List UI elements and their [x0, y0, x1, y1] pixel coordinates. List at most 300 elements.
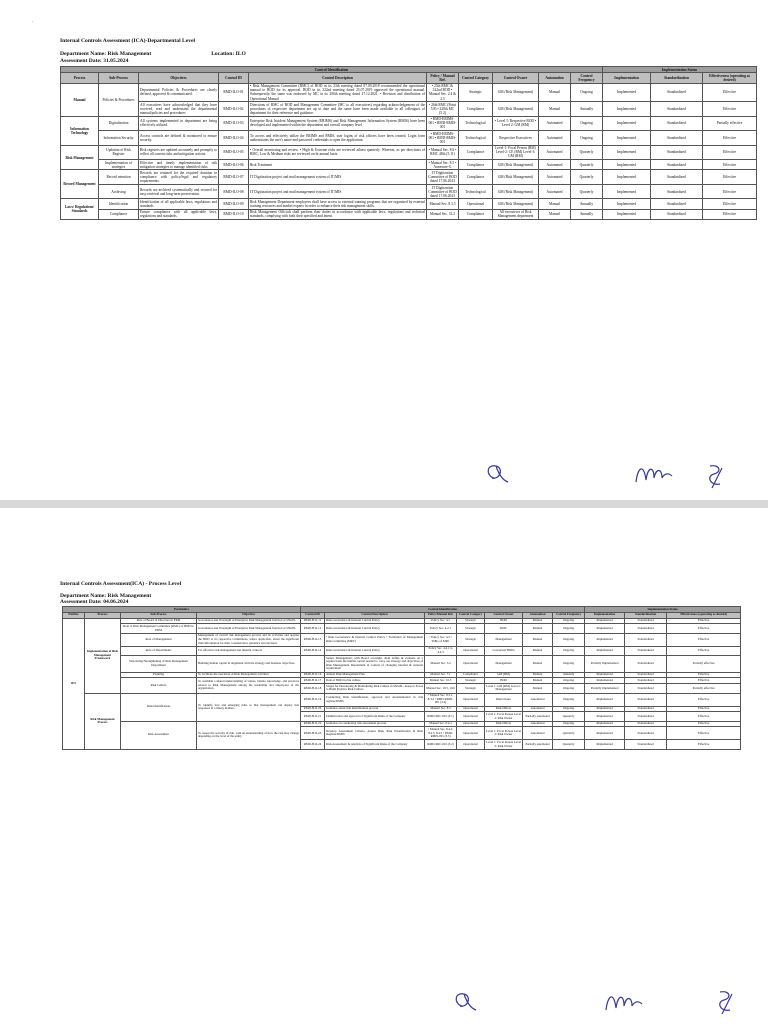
cat-cell: Strategic [457, 633, 485, 646]
obj-cell: Departmental Policies & Procedures are clearly defined, approved & communicated. [139, 83, 219, 102]
page2-date: Assessment Date: 04.06.2024 [60, 599, 129, 605]
table-row [63, 633, 741, 646]
cat-cell: Strategic [457, 624, 485, 633]
freq-cell: Ongoing [553, 684, 585, 693]
desc-cell: Risk Management Department employees shall have access to external training programs that are organized by external training resources and market experts in order to enhance their risk management skills. [250, 200, 425, 209]
ref-cell: • Manual Sec. 8.3.1, 8.3.4 • RMD-RMIS-001 (3.4) [425, 693, 457, 706]
ref-cell: Manual Sec. 8.4.1 [425, 721, 457, 727]
std-cell: Standardized [625, 693, 667, 706]
auto-cell: Automated [539, 131, 571, 145]
freq-cell: Ongoing [571, 131, 603, 145]
sub-process-cell: Structuring/Strengthening of Risk Management Department [121, 656, 197, 673]
freq-cell: Ongoing [571, 116, 603, 130]
eff-cell: Effective [703, 170, 757, 184]
cat-cell: Compliance [459, 170, 493, 184]
eff-cell: Effective [703, 209, 757, 219]
ref-cell: Policy Sec. 4.2.1 [425, 624, 457, 633]
cat-cell: Technological [459, 131, 493, 145]
auto-cell: Manual [539, 83, 571, 102]
owner-cell: Management [485, 656, 523, 673]
id-cell: RMD-H.O-11 [301, 618, 325, 624]
column-header: Control ID [219, 73, 249, 83]
column-header: Standardization [651, 73, 703, 83]
impl-cell: Implemented [603, 170, 651, 184]
column-header: Objective [197, 612, 301, 618]
objective-cell: Building human capital in alignment with the strategy and business objectives [197, 656, 301, 673]
owner-cell: Concerned HODs [485, 646, 523, 655]
table-row [63, 693, 741, 706]
ref-cell: • 26th RMC (Point 5.8) • 220th MC (5.2) [427, 102, 459, 116]
owner-cell: Risk Owner [485, 693, 523, 706]
std-cell: Standardized [625, 740, 667, 749]
obj-cell: Ensure compliance with all applicable laws, regulations and standards. [140, 210, 217, 219]
departmental-controls-table [60, 66, 757, 220]
sub-process-cell: Policies & Procedures [99, 83, 139, 116]
signature-2 [600, 984, 644, 1016]
objective-cell: For effective risk management and internal controls [197, 646, 301, 655]
impl-cell: Implemented [585, 721, 625, 727]
std-cell: Standardized [625, 727, 667, 740]
desc-cell: Risk Governance & Internal Control Policy [325, 618, 425, 624]
eff-cell: Effective [667, 721, 741, 727]
cat-cell: Strategic [457, 684, 485, 693]
auto-cell: Manual [539, 102, 571, 116]
desc-cell: Risk Treatment [249, 160, 427, 170]
owner-cell: Risk Officer [485, 721, 523, 727]
column-header: Sub-Process [121, 612, 197, 618]
table-row [61, 131, 757, 145]
impl-cell: Implemented [603, 102, 651, 116]
signature-3 [700, 460, 734, 490]
cat-cell: Operational [459, 199, 493, 209]
id-cell: RMD-ILO-03 [219, 116, 249, 130]
page1-dept-line [60, 51, 246, 58]
cat-cell: Operational [457, 706, 485, 712]
freq-cell: Ongoing [553, 706, 585, 712]
objective-cell: To assess the severity of risk, with an understanding of how the risk may change depending on the level of the entity [197, 721, 301, 749]
page-separator [0, 500, 768, 508]
auto-cell: Automated [539, 160, 571, 170]
auto-cell: Manual [523, 678, 553, 684]
obj-cell: Access controls are defined & monitored to ensure security. [139, 131, 219, 145]
objective-cell: To identify new and emerging risks so that management can deploy risk responses in a timely manner. [197, 693, 301, 721]
sub-process-cell: Risk Assessment [121, 721, 197, 749]
owner-cell: All executives of Risk Management department [493, 209, 539, 219]
sub-process-cell: Risk Culture [121, 678, 197, 693]
dept-label: Department Name: Risk Management [60, 51, 152, 57]
eff-cell: Effective [703, 184, 757, 198]
sub-process-cell: Role of Management [121, 633, 197, 646]
desc-cell: Guidance on conducting risk assessment process [325, 721, 425, 727]
band-particulars: Particulars [63, 607, 301, 613]
owner-cell: Risk Officer [485, 706, 523, 712]
freq-cell: Quarterly [553, 740, 585, 749]
table-row [61, 160, 757, 170]
freq-cell: Annually [553, 672, 585, 678]
auto-cell: Automated [523, 721, 553, 727]
column-header: Standardization [625, 612, 667, 618]
desc-cell: Directions of RMC of BOD and Management Committee (MC to all executives) regarding acknowledgement of the procedures of respective department are up to date and the same have been made available to all colleagues of department for their reference and guidance. [250, 102, 425, 115]
owner-cell: Level 1: Focal Person Level 2: Risk Owner [486, 740, 521, 748]
std-cell: Standardized [625, 721, 667, 727]
desc-cell: Guidance about risk identification process [325, 706, 425, 712]
impl-cell: Implemented [603, 131, 651, 145]
ref-cell: Manual Sec. 10.5, 10.6 [425, 684, 457, 693]
auto-cell: Manual [523, 633, 553, 646]
column-header: Effectiveness (operating as desired) [703, 73, 757, 83]
table-row [61, 83, 757, 102]
freq-cell: Annually [571, 102, 603, 116]
std-cell: Standardized [625, 633, 667, 646]
auto-cell: Manual [539, 199, 571, 209]
owner-cell: BOD [485, 618, 523, 624]
owner-cell: Level 1: Focal Person Level 2: Risk Owner [486, 711, 521, 720]
sub-process-cell: Compliance [99, 209, 139, 219]
column-header: Control Category [457, 612, 485, 618]
owner-cell: GM (Risk Management) [493, 170, 539, 184]
process-cell: Laws/ Regulations/ Standards [61, 199, 99, 220]
obj-cell: Identification of all applicable laws, regulations and standards [140, 200, 217, 209]
obj-cell: Risk registers are updated accurately and promptly to reflect all current risks and mitigation actions. [139, 145, 219, 159]
impl-cell: Implemented [603, 184, 651, 198]
auto-cell: Automated [523, 706, 553, 712]
impl-cell: Implemented [585, 624, 625, 633]
owner-cell: BOD [485, 678, 523, 684]
desc-cell: IT Digitization project and mail management system of IT/MIS [249, 170, 427, 184]
column-header: Objectives [139, 73, 219, 83]
column-header: Policy/Manual Ref. [425, 612, 457, 618]
desc-cell: Risk Governance & Internal Control Policy [325, 646, 425, 655]
desc-cell: Senior Management, with Board oversight, shall define & evaluate on a regular basis the human capital needed to carry out strategy and objectives of Risk Management Department in context of changing internal & external requirement [326, 655, 424, 671]
eff-cell: Effective [703, 160, 757, 170]
cat-cell: Operational [457, 727, 485, 740]
std-cell: Standardized [625, 646, 667, 655]
ref-cell: • Manual Sec. 8.6 • RMC 48th (5.11) [427, 145, 459, 159]
impl-cell: Implemented [603, 116, 651, 130]
cat-cell: Operational [457, 693, 485, 706]
std-cell: Standardized [625, 672, 667, 678]
impl-cell: Implemented [603, 209, 651, 219]
auto-cell: Automated [539, 145, 571, 159]
table-row [61, 170, 757, 184]
column-header: Implementation [603, 73, 651, 83]
auto-cell: Automated [523, 727, 553, 740]
column-header: Control Frequency [571, 73, 603, 83]
cat-cell: Strategic [457, 678, 485, 684]
eff-cell: Effective [667, 678, 741, 684]
page2-title: Internal Controls Assessment(ICA) - Process Level [60, 581, 182, 587]
process-controls-table [62, 606, 741, 750]
column-header: Process [85, 612, 121, 618]
id-cell: RMD-H.O-12 [301, 624, 325, 633]
signature-2 [628, 456, 676, 488]
auto-cell: Manual [523, 656, 553, 673]
impl-cell: Partially Implemented [585, 684, 625, 693]
page2-dept: Department Name: Risk Management [60, 593, 152, 599]
table-row [63, 624, 741, 633]
auto-cell: Manual [523, 672, 553, 678]
table-row [61, 199, 757, 209]
auto-cell: Manual [523, 624, 553, 633]
table-row [61, 209, 757, 219]
obj-cell: Records are archived systematically and secured for easy retrieval and long-term preservation. [139, 184, 219, 198]
eff-cell: Partially effective [667, 684, 741, 693]
ref-cell: IT Digitization Committee of BOD dated 17.06.2023 [428, 185, 457, 198]
sub-process-cell: Role of Board of Directors in ERM [121, 618, 197, 624]
freq-cell: Quarterly [571, 145, 603, 159]
owner-cell: • Level 1: Respective BOD • Level 2: GM (RM) [493, 116, 539, 130]
std-cell: Standardized [625, 618, 667, 624]
std-cell: Standardized [651, 184, 703, 198]
column-header: Implementation [585, 612, 625, 618]
freq-cell: Annually [571, 209, 603, 219]
desc-cell: Develop Assessment Criteria, Assess Risk, Risk Prioritization in Risk Register/RMIS [325, 727, 425, 740]
desc-cell: Identification and approval of Significant Risks of the Company [325, 712, 425, 721]
ref-cell: • 25th RMC & 322nd BOD • Manual Sec. 2.4 & 2.5 [427, 83, 459, 102]
objective-cell: To facilitate the execution of Risk Management activities [197, 672, 301, 678]
id-cell: RMD-H.O-18 [301, 684, 325, 693]
owner-cell: GM (Risk Management) [493, 102, 539, 116]
id-cell: RMD-ILO-06 [219, 160, 249, 170]
id-cell: RMD-ILO-08 [219, 184, 249, 198]
table-header-row [61, 73, 757, 83]
impl-cell: Implemented [585, 672, 625, 678]
cat-cell: Technological [459, 116, 493, 130]
owner-cell: Level-1: Focal Person (RM) Level-2: CE (RM) Level-3: GM (RM) [493, 145, 539, 159]
eff-cell: Effective [667, 633, 741, 646]
cat-cell: Technological [459, 184, 493, 198]
auto-cell: Partially automated [523, 712, 553, 721]
eff-cell: Partially effective [703, 116, 757, 130]
eff-cell: Effective [703, 102, 757, 116]
freq-cell: Ongoing [553, 618, 585, 624]
signature-1 [478, 458, 518, 488]
ref-cell: Policy Sec. 4.4.1 to 4.4.3 [425, 646, 457, 655]
eff-cell: Effective [667, 693, 741, 706]
owner-cell: Level 1: Focal Person Level 2: Risk Owner [485, 727, 523, 740]
eff-cell: Effective [703, 131, 757, 145]
std-cell: Standardized [625, 712, 667, 721]
ref-cell: Manual Sec. 8.3 [425, 706, 457, 712]
table-row [61, 184, 757, 198]
objective-cell: Governance and Oversight of Enterprise Risk Management function at SNGPL [197, 624, 301, 633]
impl-cell: Implemented [585, 646, 625, 655]
objective-cell: To establish a shared understanding of values, beliefs, knowledge, and practices related to Risk Management among the leadership and employees of the organization [197, 678, 301, 693]
impl-cell: Implemented [585, 693, 625, 706]
desc-cell: Enterprise Risk Incident Management System (ERIMS) and Risk Management Information System (RMIS) have been developed and implemented within the department and overall company level. [249, 116, 427, 130]
ref-cell: • Manual Sec. 8.4.2, 8.4.3, 8.4.5 • RMD-RMIS-001 (3.5) [425, 727, 457, 740]
column-header: Entities [63, 612, 85, 618]
owner-cell: GM (Risk Management) [493, 83, 539, 102]
eff-cell: Effective [667, 706, 741, 712]
owner-cell: GM (Risk Management) [493, 160, 539, 170]
sub-process-cell: Digitalization [99, 116, 139, 130]
eff-cell: Effective [667, 618, 741, 624]
freq-cell: Quarterly [553, 727, 585, 740]
ref-cell: Manual Sec. 10.3 [425, 678, 457, 684]
impl-cell: Implemented [603, 145, 651, 159]
std-cell: Standardized [651, 83, 703, 102]
owner-cell: GM (Risk Management) [493, 184, 539, 198]
location-label: Location: ILO [211, 51, 246, 57]
ref-cell: • Policy Sec. 4.3 • TORs of MRC [425, 633, 457, 646]
column-header: Control Description [325, 612, 425, 618]
obj-cell: All executives have acknowledged that they have received, read and understand the departmental manual/policies and procedures [140, 102, 217, 115]
auto-cell: Manual [539, 209, 571, 219]
ref-cell: • Manual Sec. 8.5 • Annexure-G [427, 160, 459, 170]
id-cell: RMD-H.O-17 [301, 678, 325, 684]
id-cell: RMD-ILO-01 [219, 83, 249, 102]
table-row [61, 102, 757, 116]
desc-cell: IT Digitization project and mail management system of IT/MIS [249, 184, 427, 198]
freq-cell: Ongoing [571, 83, 603, 102]
id-cell: RMD-ILO-04 [219, 131, 249, 145]
std-cell: Standardized [625, 678, 667, 684]
std-cell: Standardized [651, 170, 703, 184]
desc-cell: Conducting Risk identification, approval and documentation in risk register/RMIS [325, 693, 425, 706]
column-header: Control Frequency [553, 612, 585, 618]
column-header: Automation [539, 73, 571, 83]
auto-cell: Partially automated [523, 740, 553, 749]
eff-cell: Effective [667, 624, 741, 633]
signature-3 [712, 986, 742, 1016]
page1-date: Assessment Date: 31.05.2024 [60, 58, 129, 64]
cat-cell: Operational [457, 646, 485, 655]
id-cell: RMD-H.O-13 [301, 633, 325, 646]
cat-cell: Operational [457, 740, 485, 749]
auto-cell: Automated [539, 116, 571, 130]
id-cell: RMD-H.O-21 [301, 712, 325, 721]
desc-cell: • Risk Governance & Internal Control Policy • Formation of Management Risk Committee (MRC) [325, 633, 425, 646]
table-row [61, 116, 757, 130]
freq-cell: Ongoing [553, 656, 585, 673]
eff-cell: Effective [703, 199, 757, 209]
eff-cell: Effective [667, 646, 741, 655]
std-cell: Standardized [651, 116, 703, 130]
std-cell: Standardized [625, 624, 667, 633]
impl-cell: Implemented [603, 199, 651, 209]
cat-cell: Operational [457, 656, 485, 673]
owner-cell: Level 1: GM (RM) Level 2: Management [486, 683, 521, 692]
freq-cell: Ongoing [553, 624, 585, 633]
desc-cell: Risk Governance & Internal Control Policy [325, 624, 425, 633]
ref-cell: Manual Sec. 3.4 [425, 656, 457, 673]
obj-cell: Effective and timely implementation of risk mitigation strategies to manage identified risks. [140, 160, 217, 169]
std-cell: Standardized [651, 102, 703, 116]
column-header: Automation [523, 612, 553, 618]
column-header: Effectiveness (operating as desired) [667, 612, 741, 618]
freq-cell: Ongoing [553, 721, 585, 727]
ref-cell: • RMD-ERIMS-001 • RMD-RMIS-001 [427, 116, 459, 130]
owner-cell: Respective Executives [493, 131, 539, 145]
desc-cell: Annual Risk Management Plan [325, 672, 425, 678]
std-cell: Standardized [651, 160, 703, 170]
id-cell: RMD-ILO-02 [219, 102, 249, 116]
ref-cell: • RMD-ERIMS-001 • RMD-RMIS-001 [427, 131, 459, 145]
objective-cell: Governance and Oversight of Enterprise Risk Management function at SNGPL [197, 618, 301, 624]
process-cell: Record Management [61, 170, 99, 199]
std-cell: Standardized [625, 684, 667, 693]
std-cell: Standardized [651, 209, 703, 219]
impl-cell: Implemented [585, 740, 625, 749]
eff-cell: Partially effective [667, 656, 741, 673]
cat-cell: Compliance [459, 160, 493, 170]
ref-cell: RMD-SRC-001 (3.1) [425, 712, 457, 721]
auto-cell: Manual [523, 618, 553, 624]
band-control-identification: Control Identification [301, 607, 585, 613]
impl-cell: Implemented [603, 160, 651, 170]
sub-process-cell: Updation of Risk Register [99, 145, 139, 159]
id-cell: RMD-H.O-24 [301, 740, 325, 749]
sub-process-cell: Risk Identification [121, 693, 197, 721]
band-implementation-status: Implementation Status [585, 607, 741, 613]
column-header: Control Description [249, 73, 427, 83]
ref-cell: RMD-SRC-001 (3.2) [425, 740, 457, 749]
cat-cell: Compliance [459, 145, 493, 159]
column-header: Sub-Process [99, 73, 139, 83]
sub-process-cell: Implementation of strategies [99, 160, 139, 170]
process-cell: Risk Management Process [85, 693, 121, 749]
column-header: Control Owner [485, 612, 523, 618]
ref-cell: Policy Sec. 4.1 [425, 618, 457, 624]
freq-cell: Quarterly [553, 712, 585, 721]
freq-cell: Ongoing [553, 678, 585, 684]
impl-cell: Implemented [585, 633, 625, 646]
obj-cell: All systems implemented in department are being effectively utilized. [139, 116, 219, 130]
impl-cell: Implemented [585, 706, 625, 712]
impl-cell: Implemented [585, 727, 625, 740]
band-implementation-status: Implementation Status [603, 67, 757, 73]
cat-cell: Compliance [459, 102, 493, 116]
auto-cell: Automated [523, 693, 553, 706]
id-cell: RMD-H.O-22 [301, 721, 325, 727]
desc-cell: Risk Assessment & Analysis of Significant Risks of the Company [325, 740, 425, 749]
column-header: Control Owner [493, 73, 539, 83]
signature-1 [448, 986, 484, 1016]
ref-cell: Manual Sec. 31.2 [427, 209, 459, 219]
auto-cell: Manual [523, 684, 553, 693]
corner-mark: . [32, 18, 34, 24]
impl-cell: Implemented [603, 83, 651, 102]
impl-cell: Partially Implemented [585, 656, 625, 673]
cat-cell: Compliance [459, 209, 493, 219]
auto-cell: Automated [539, 184, 571, 198]
cat-cell: Operational [457, 721, 485, 727]
owner-cell: GM (RM) [485, 672, 523, 678]
desc-cell: • Overall monitoring and review. • High & Extreme risks are reviewed atleast quarterly. Whereas, as per directions of RMC, Low & Medium risks are reviewed on bi-annual basis. [249, 145, 427, 159]
eff-cell: Effective [667, 727, 741, 740]
page1-title: Internal Controls Assessment (ICA)-Departmental Level [60, 38, 196, 44]
std-cell: Standardized [625, 706, 667, 712]
band-control-identification: Control Identification [61, 67, 603, 73]
ref-cell: IT Digitization Committee of BOD dated 17.06.2023 [428, 171, 457, 184]
sub-process-cell: Role of Departments [121, 646, 197, 655]
id-cell: RMD-ILO-07 [219, 170, 249, 184]
eff-cell: Effective [703, 83, 757, 102]
table-row [63, 656, 741, 673]
sub-process-cell: Role of Risk Management Committee (RMC) of BOD in ERM [121, 624, 197, 633]
sub-process-cell: Identification [99, 199, 139, 209]
eff-cell: Effective [667, 740, 741, 749]
eff-cell: Effective [703, 145, 757, 159]
id-cell: RMD-H.O-19 [301, 693, 325, 706]
impl-cell: Implemented [585, 678, 625, 684]
sub-process-cell: Information Security [99, 131, 139, 145]
page-process-level [0, 508, 768, 1024]
sub-process-cell: Archiving [99, 184, 139, 198]
std-cell: Standardized [625, 656, 667, 673]
freq-cell: Quarterly [571, 160, 603, 170]
